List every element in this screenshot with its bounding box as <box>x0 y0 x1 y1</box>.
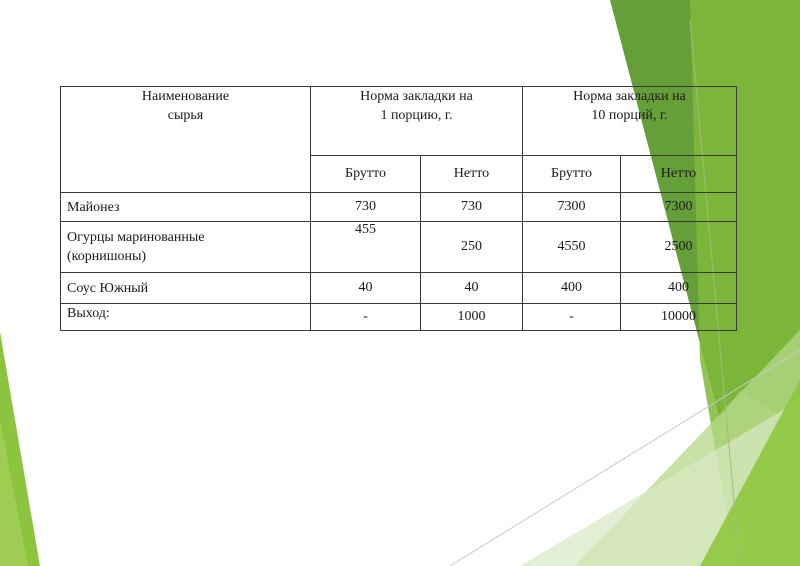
netto-1-value: 1000 <box>421 304 523 331</box>
header-group-10-portions <box>523 87 737 156</box>
table-row <box>61 273 737 304</box>
table-row <box>61 193 737 222</box>
netto-1-value: 250 <box>421 222 523 273</box>
ingredient-name <box>61 222 311 273</box>
brutto-1-value: 455 <box>311 222 421 273</box>
output-label: Выход: <box>61 304 311 331</box>
brutto-1-value: 730 <box>311 193 421 222</box>
header-netto-1: Нетто <box>421 156 523 193</box>
netto-10-value: 400 <box>621 273 737 304</box>
brutto-10-value: 400 <box>523 273 621 304</box>
netto-1-value: 40 <box>421 273 523 304</box>
header-name <box>61 87 311 193</box>
header-group-1-portion <box>311 87 523 156</box>
netto-1-value: 730 <box>421 193 523 222</box>
table-row-output <box>61 304 737 331</box>
netto-10-value: 7300 <box>621 193 737 222</box>
ingredient-name: Майонез <box>61 193 311 222</box>
brutto-10-value: 4550 <box>523 222 621 273</box>
brutto-10-value: 7300 <box>523 193 621 222</box>
brutto-10-value: - <box>523 304 621 331</box>
header-group-2-text: Норма закладки на 10 порций, г. <box>573 89 686 123</box>
ingredient-name: Соус Южный <box>61 273 311 304</box>
ingredient-name-text: Огурцы маринованные (корнишоны) <box>67 230 205 264</box>
header-group-1-text: Норма закладки на 1 порцию, г. <box>360 89 473 123</box>
brutto-1-value: - <box>311 304 421 331</box>
brutto-1-value: 40 <box>311 273 421 304</box>
header-netto-10: Нетто <box>621 156 737 193</box>
netto-10-value: 2500 <box>621 222 737 273</box>
header-name-text: Наименование сырья <box>141 89 230 123</box>
netto-10-value: 10000 <box>621 304 737 331</box>
header-brutto-1: Брутто <box>311 156 421 193</box>
table-row <box>61 222 737 273</box>
recipe-table <box>60 86 737 331</box>
header-brutto-10: Брутто <box>523 156 621 193</box>
